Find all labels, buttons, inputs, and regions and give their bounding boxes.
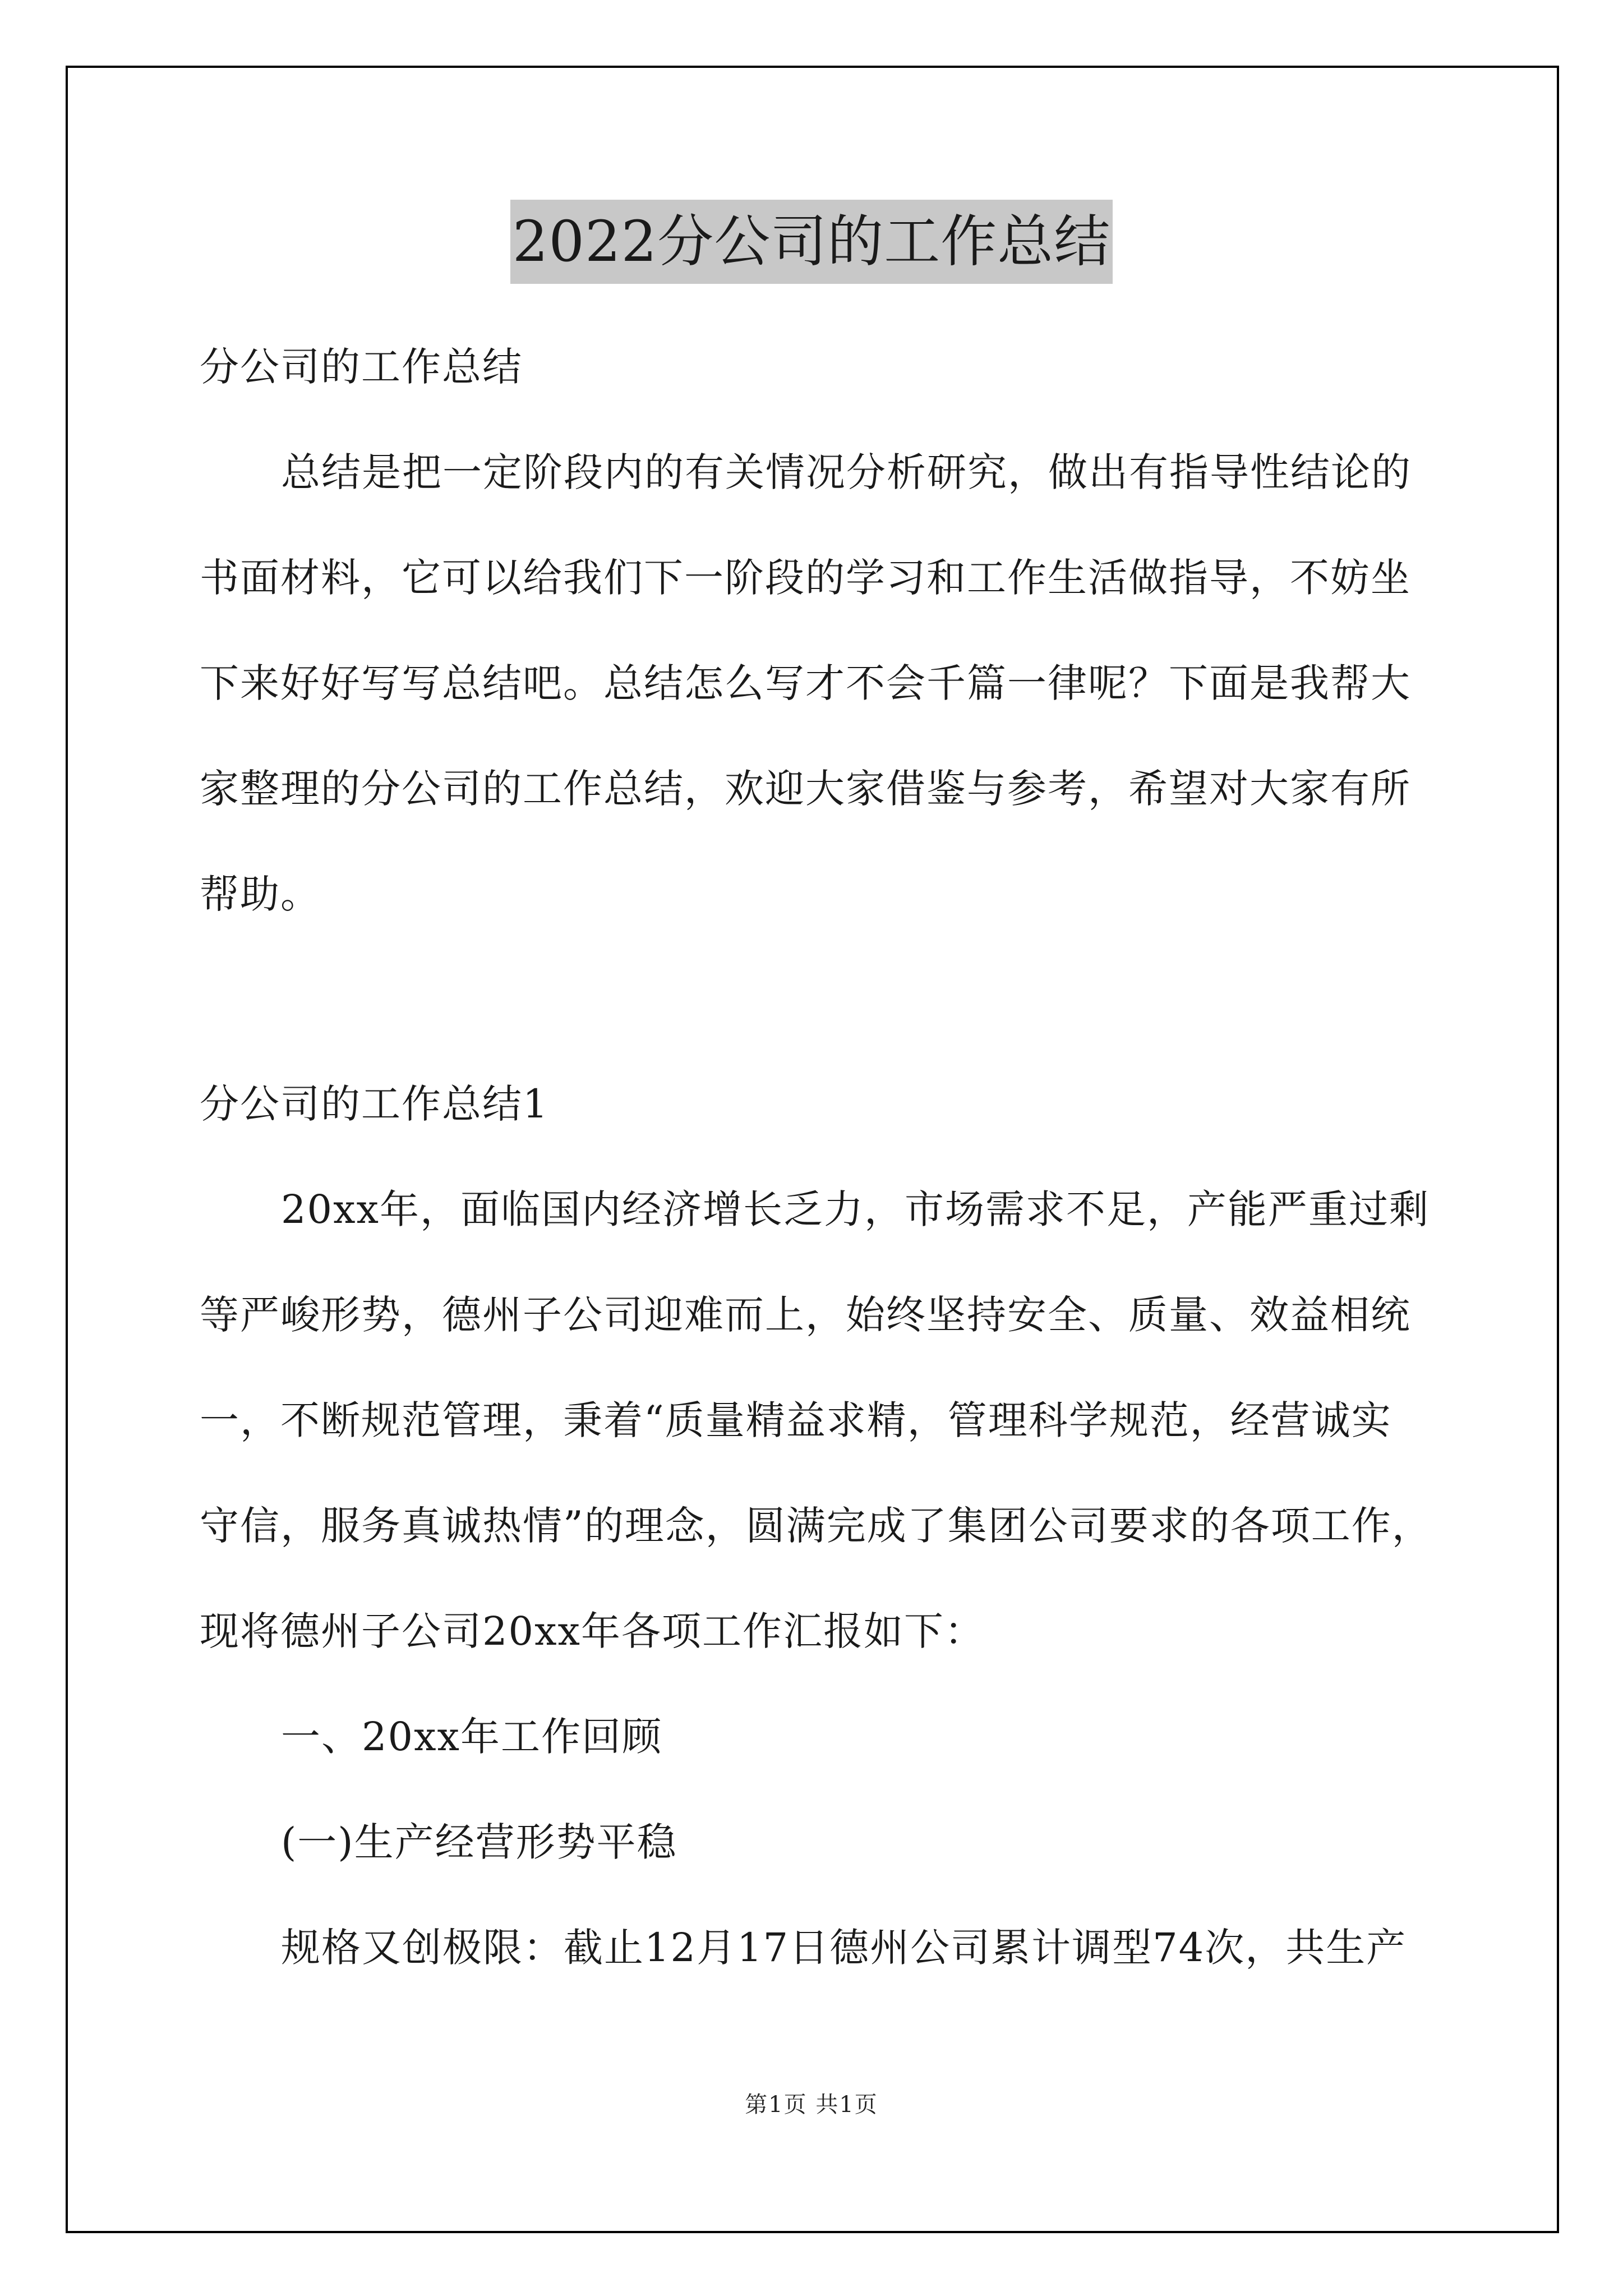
document-title: 2022分公司的工作总结 (510, 200, 1113, 284)
document-body (200, 311, 1433, 1997)
section-heading: 分公司的工作总结1 (200, 1080, 549, 1127)
paragraph-line: 等严峻形势，德州子公司迎难而上，始终坚持安全、质量、效益相统 (200, 1291, 1411, 1338)
title-area (0, 200, 1623, 284)
paragraph-line: 总结是把一定阶段内的有关情况分析研究，做出有指导性结论的 (281, 449, 1412, 495)
paragraph-line: 规格又创极限：截止12月17日德州公司累计调型74次，共生产 (281, 1924, 1407, 1971)
paragraph-line: 家整理的分公司的工作总结，欢迎大家借鉴与参考，希望对大家有所 (200, 765, 1411, 812)
paragraph-line: 帮助。 (200, 871, 321, 917)
paragraph-line: 一，不断规范管理，秉着“质量精益求精，管理科学规范，经营诚实 (200, 1397, 1392, 1443)
paragraph-line: 守信，服务真诚热情”的理念，圆满完成了集团公司要求的各项工作， (200, 1502, 1432, 1549)
paragraph-line: 下来好好写写总结吧。总结怎么写才不会千篇一律呢？下面是我帮大 (200, 660, 1411, 706)
paragraph-line: 书面材料，它可以给我们下一阶段的学习和工作生活做指导，不妨坐 (200, 554, 1411, 601)
paragraph-line: 20xx年，面临国内经济增长乏力，市场需求不足，产能严重过剩 (281, 1186, 1430, 1232)
page-footer: 第1页 共1页 (745, 2092, 878, 2118)
subsection-heading: (一)生产经营形势平稳 (281, 1819, 677, 1865)
section-heading: 分公司的工作总结 (200, 343, 523, 390)
subsection-heading: 一、20xx年工作回顾 (281, 1713, 663, 1760)
paragraph-line: 现将德州子公司20xx年各项工作汇报如下： (200, 1608, 985, 1654)
paragraph-gap (200, 944, 1433, 1048)
